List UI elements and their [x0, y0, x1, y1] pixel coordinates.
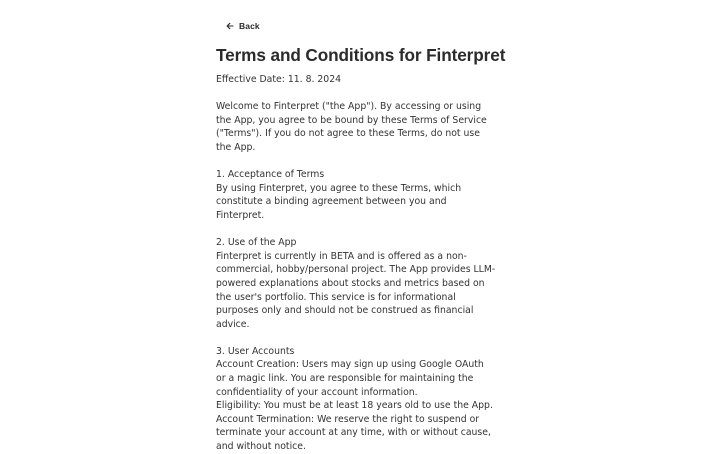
- section-use-of-app: [216, 236, 496, 331]
- section-paragraph: Finterpret is currently in BETA and is offered as a non-commercial, hobby/personal project. The App provides LLM-powered explanations about stocks and metrics based on the user's portfolio. This service is for informational purposes only and should not be construed as financial advice.: [216, 250, 496, 330]
- arrow-left-icon: [226, 22, 234, 30]
- effective-date: Effective Date: 11. 8. 2024: [216, 74, 342, 85]
- section-acceptance: [216, 168, 496, 222]
- terms-body: [216, 100, 496, 453]
- back-label: Back: [239, 21, 260, 31]
- section-paragraph: Eligibility: You must be at least 18 years old to use the App.: [216, 400, 493, 412]
- section-paragraph: Account Termination: We reserve the right to suspend or terminate your account at any time, with or without cause, and without notice.: [216, 413, 491, 453]
- intro-paragraph: Welcome to Finterpret ("the App"). By accessing or using the App, you agree to be bound by these Terms of Service ("Terms"). If you do not agree to these Terms, do not use the App.: [216, 101, 487, 153]
- section-heading: 1. Acceptance of Terms: [216, 169, 325, 181]
- section-user-accounts: [216, 345, 496, 454]
- terms-content: [216, 15, 506, 454]
- section-heading: 2. Use of the App: [216, 237, 297, 249]
- back-button[interactable]: [226, 19, 260, 33]
- page-title: Terms and Conditions for Finterpret: [216, 45, 506, 65]
- section-paragraph: By using Finterpret, you agree to these Terms, which constitute a binding agreement between you and Finterpret.: [216, 182, 462, 221]
- section-paragraph: Account Creation: Users may sign up using Google OAuth or a magic link. You are responsible for maintaining the confidentiality of your account information.: [216, 359, 484, 398]
- section-heading: 3. User Accounts: [216, 345, 295, 357]
